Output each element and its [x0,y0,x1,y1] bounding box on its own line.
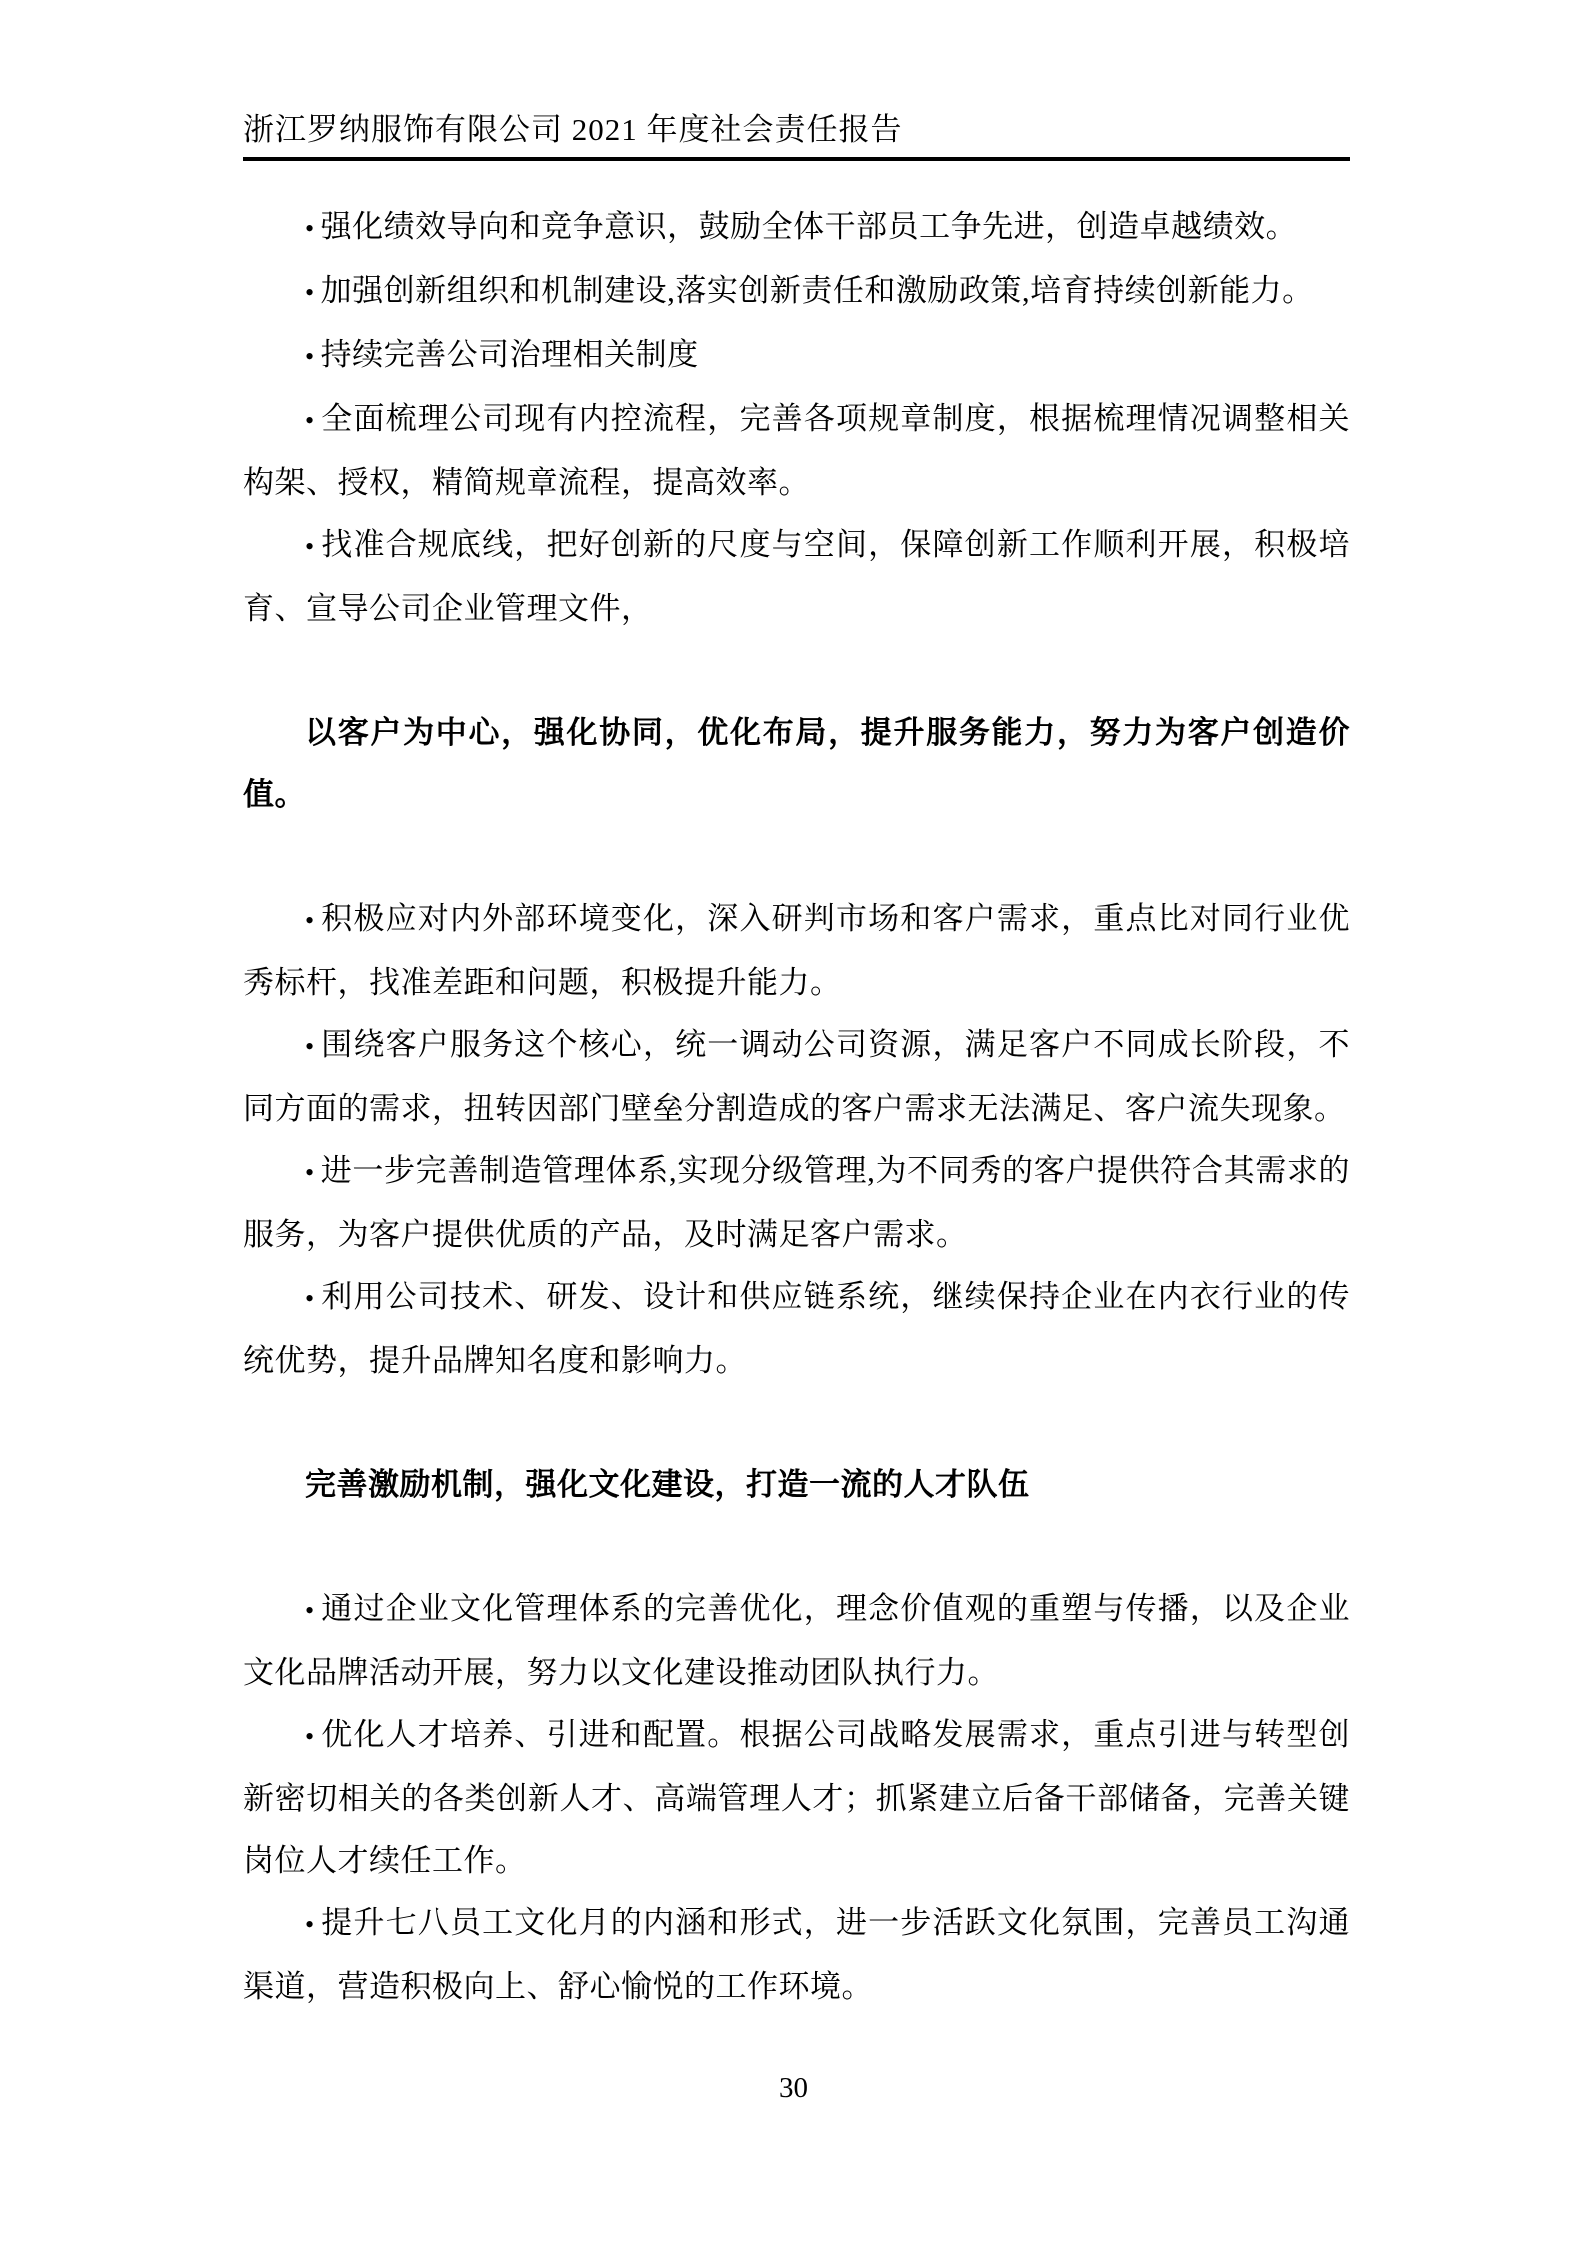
header-rule-divider [243,157,1350,161]
bullet-icon: • [305,906,315,935]
bullet-paragraph [243,388,1350,514]
bullet-icon: • [305,278,315,307]
bullet-paragraph [243,1892,1350,2018]
bullet-paragraph [243,1578,1350,1704]
section-heading: 完善激励机制，强化文化建设，打造一流的人才队伍 [305,1467,1030,1502]
bullet-text: 找准合规底线，把好创新的尺度与空间，保障创新工作顺利开展，积极培育、宣导公司企业管理文件， [243,527,1350,626]
bullet-text: 加强创新组织和机制建设,落实创新责任和激励政策,培育持续创新能力。 [320,273,1314,308]
page-number: 30 [779,2072,808,2104]
bullet-text: 强化绩效导向和竞争意识，鼓励全体干部员工争先进，创造卓越绩效。 [320,209,1298,244]
bullet-icon: • [305,1032,315,1061]
doc-body [243,196,1350,2018]
bullet-text: 进一步完善制造管理体系,实现分级管理,为不同秀的客户提供符合其需求的服务，为客户提供优质的产品，及时满足客户需求。 [243,1153,1350,1252]
bullet-icon: • [305,1910,315,1939]
bullet-text: 全面梳理公司现有内控流程，完善各项规章制度，根据梳理情况调整相关构架、授权，精简规章流程，提高效率。 [243,401,1350,500]
bullet-text: 持续完善公司治理相关制度 [320,337,699,372]
page-header [243,108,1350,152]
bullet-icon: • [305,1158,315,1187]
bullet-text: 提升七八员工文化月的内涵和形式，进一步活跃文化氛围，完善员工沟通渠道，营造积极向上、舒心愉悦的工作环境。 [243,1905,1350,2004]
bullet-paragraph [243,1266,1350,1392]
bullet-icon: • [305,1722,315,1751]
section-heading: 以客户为中心，强化协同，优化布局，提升服务能力，努力为客户创造价值。 [243,715,1350,812]
bullet-text: 优化人才培养、引进和配置。根据公司战略发展需求，重点引进与转型创新密切相关的各类创新人才、高端管理人才；抓紧建立后备干部储备，完善关键岗位人才续任工作。 [243,1717,1350,1878]
page-footer [0,2068,1587,2108]
bullet-paragraph [243,260,1350,324]
bullet-icon: • [305,342,315,371]
report-header-title: 浙江罗纳服饰有限公司 2021 年度社会责任报告 [243,112,903,147]
bullet-icon: • [305,1596,315,1625]
bullet-paragraph [243,888,1350,1014]
bullet-icon: • [305,214,315,243]
bullet-paragraph [243,324,1350,388]
bullet-icon: • [305,406,315,435]
bullet-paragraph [243,1014,1350,1140]
bullet-paragraph [243,196,1350,260]
bullet-text: 利用公司技术、研发、设计和供应链系统，继续保持企业在内衣行业的传统优势，提升品牌知名度和影响力。 [243,1279,1350,1378]
bullet-paragraph [243,1704,1350,1892]
bullet-icon: • [305,532,315,561]
bullet-icon: • [305,1284,315,1313]
bullet-text: 积极应对内外部环境变化，深入研判市场和客户需求，重点比对同行业优秀标杆，找准差距和问题，积极提升能力。 [243,901,1350,1000]
bullet-paragraph [243,1140,1350,1266]
bullet-text: 围绕客户服务这个核心，统一调动公司资源，满足客户不同成长阶段，不同方面的需求，扭转因部门壁垒分割造成的客户需求无法满足、客户流失现象。 [243,1027,1350,1126]
bullet-text: 通过企业文化管理体系的完善优化，理念价值观的重塑与传播，以及企业文化品牌活动开展，努力以文化建设推动团队执行力。 [243,1591,1350,1690]
bullet-paragraph [243,514,1350,640]
